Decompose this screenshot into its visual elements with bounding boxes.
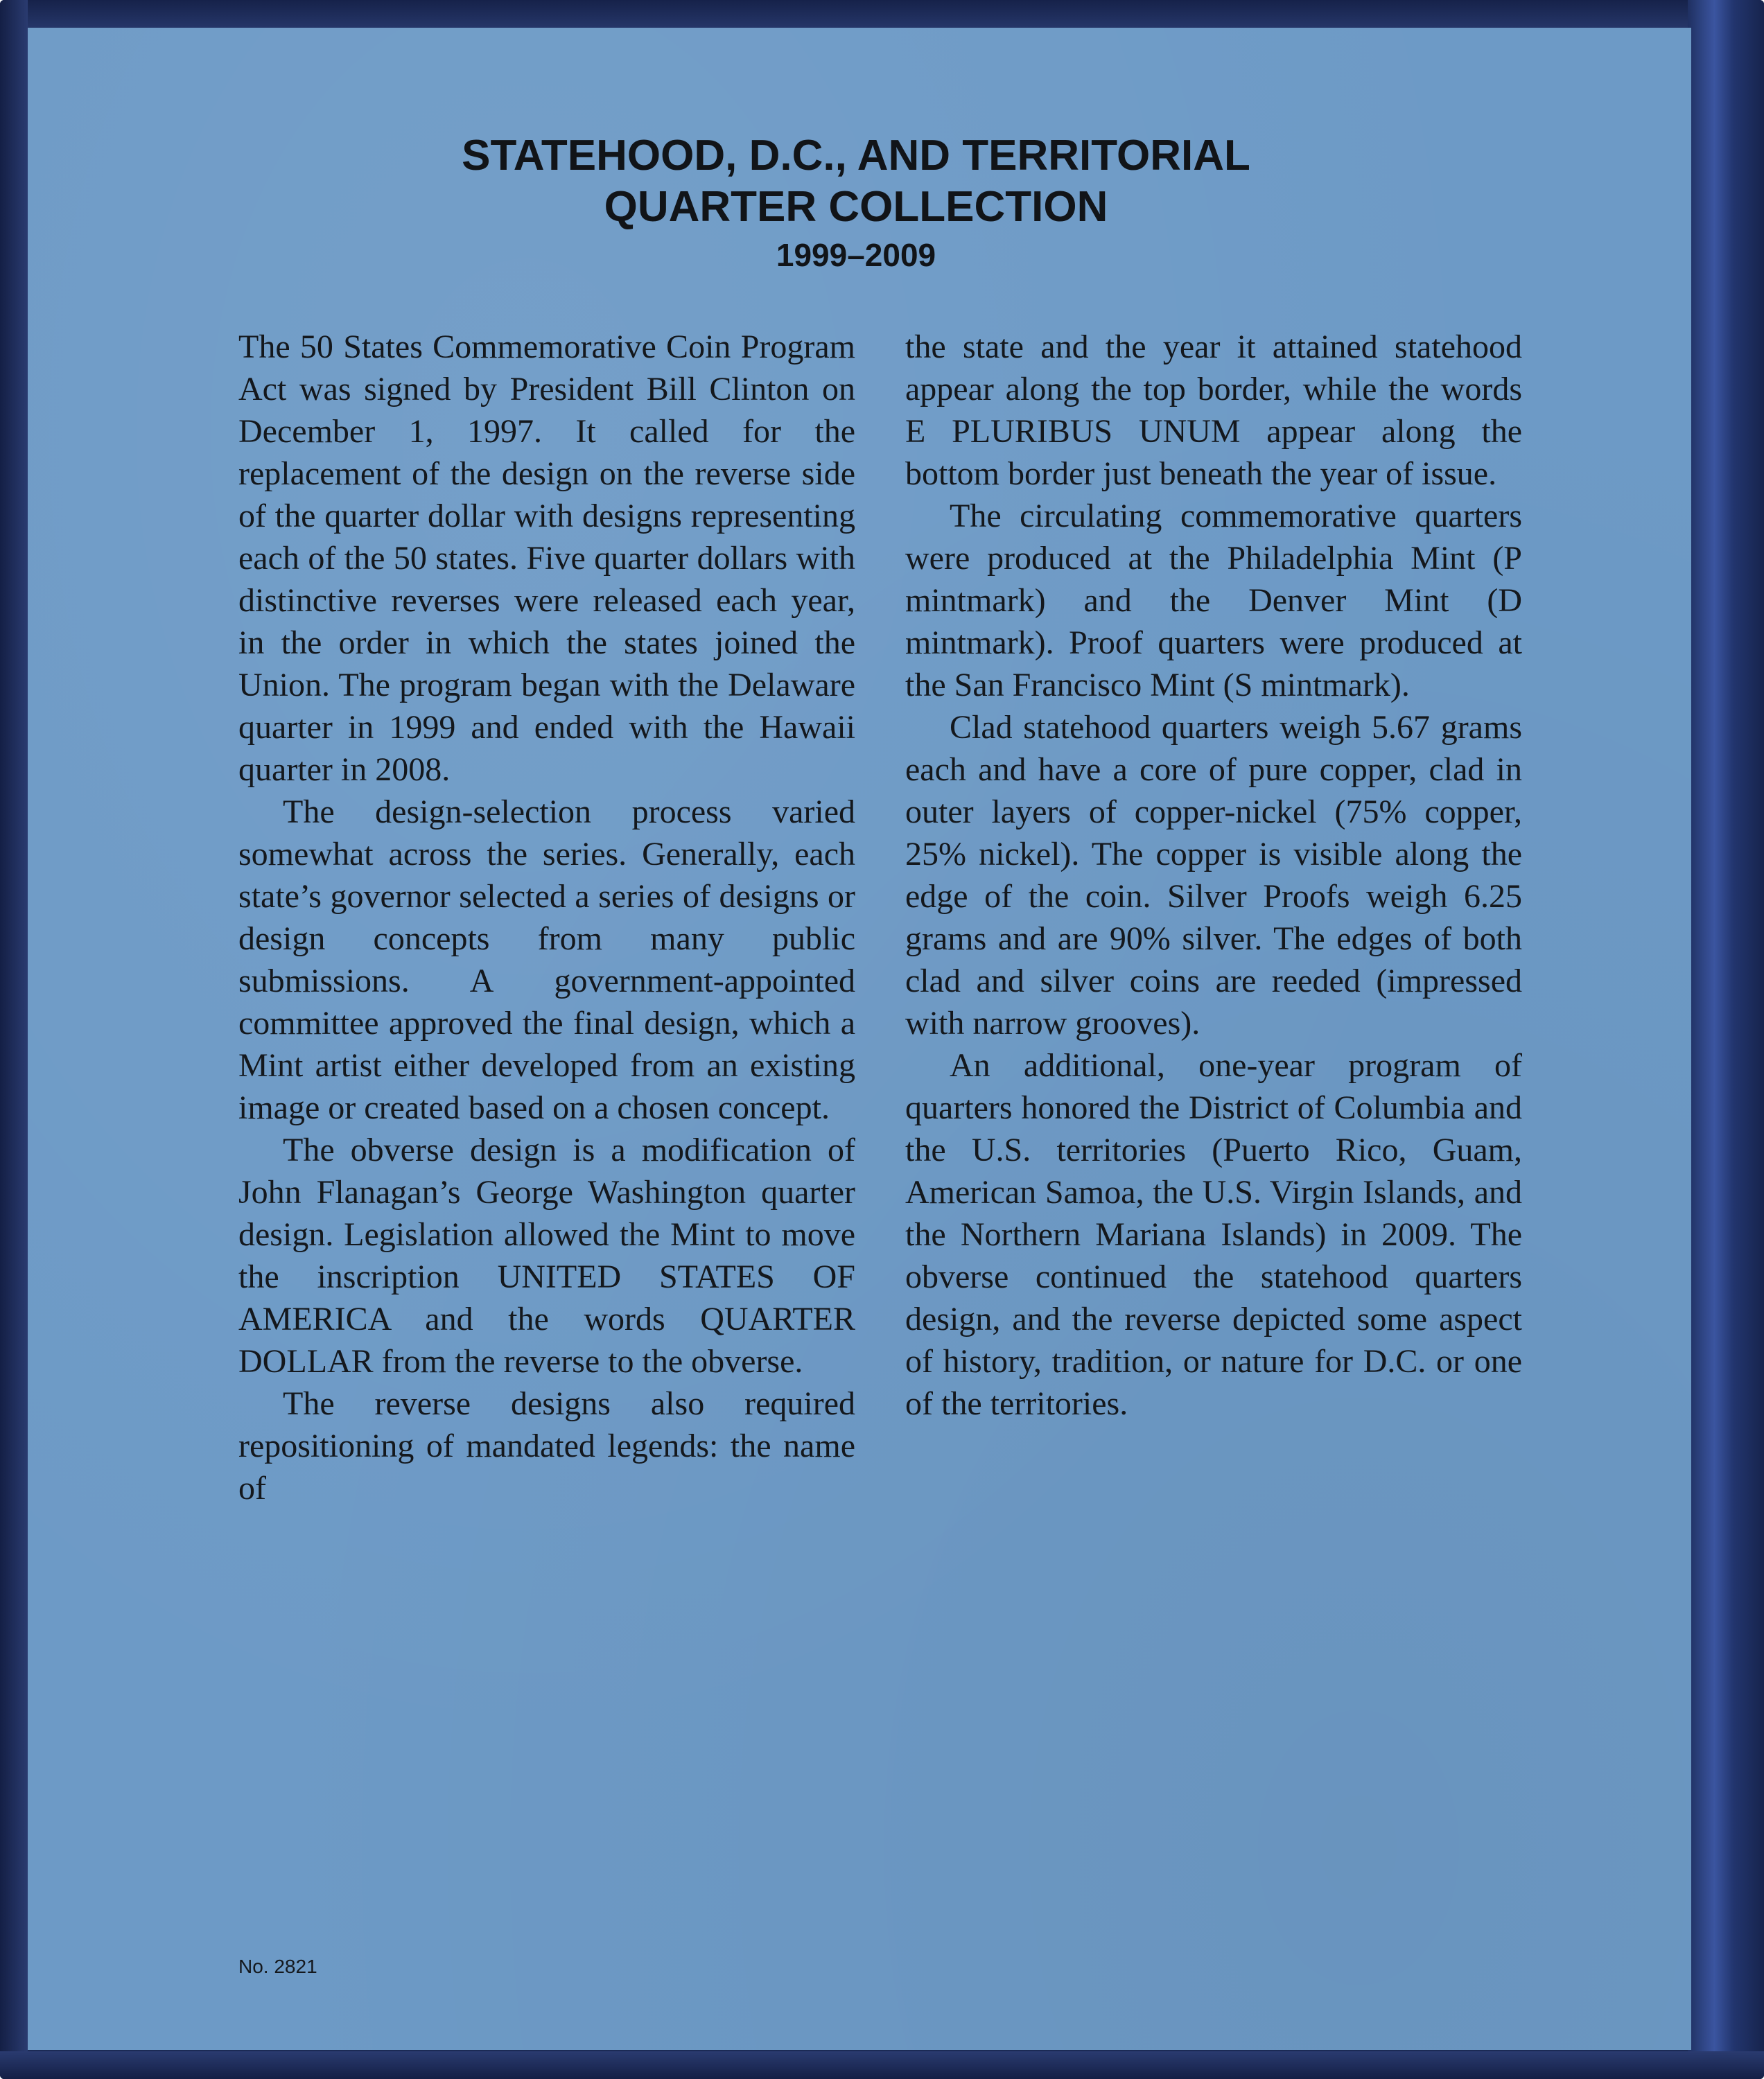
paragraph-reverse-start: The reverse designs also required repositioning of mandated legends: the name of: [238, 1385, 855, 1507]
binding-edge-top: [0, 0, 1764, 29]
paragraph-mints: The circulating commemorative quarters were produced at the Philadelphia Mint (P mintmark) and the Denver Mint (D mintmark). Proof quarters were produced at the San Francisco Mint (S mintmark).: [905, 498, 1522, 703]
title-line-1: STATEHOOD, D.C., AND TERRITORIAL: [462, 132, 1250, 179]
title-line-2: QUARTER COLLECTION: [604, 183, 1108, 231]
right-text-column: [905, 326, 1522, 1425]
paragraph-territories: An additional, one-year program of quarters honored the District of Columbia and the U.S. territories (Puerto Rico, Guam, American Samoa, the U.S. Virgin Islands, and the Northern Mariana Islands) in 2009. The obverse continued the statehood quarters design, and the reverse depicted some aspect of history, tradition, or nature for D.C. or one of the territories.: [905, 1047, 1522, 1422]
paragraph-obverse: The obverse design is a modification of John Flanagan’s George Washington quarter design. Legislation allowed the Mint to move the inscription UNITED STATES OF AMERICA and the words QUARTER DOLLAR from the reverse to the obverse.: [238, 1132, 855, 1380]
binding-spine-right: [1688, 0, 1764, 2079]
years-subtitle: 1999–2009: [776, 237, 936, 273]
paragraph-reverse-continued: the state and the year it attained statehood appear along the top border, while the words E PLURIBUS UNUM appear along the bottom border just beneath the year of issue.: [905, 328, 1522, 492]
title-block: [0, 130, 1712, 276]
left-text-column: [238, 326, 855, 1509]
catalog-number: No. 2821: [238, 1956, 317, 1977]
binding-edge-left: [0, 0, 28, 2079]
paragraph-composition: Clad statehood quarters weigh 5.67 grams each and have a core of pure copper, clad in outer layers of copper-nickel (75% copper, 25% nickel). The copper is visible along the edge of the coin. Silver Proofs weigh 6.25 grams and are 90% silver. The edges of both clad and silver coins are reeded (impressed with narrow grooves).: [905, 709, 1522, 1042]
paragraph-intro: The 50 States Commemorative Coin Program Act was signed by President Bill Clinton on December 1, 1997. It called for the replacement of the design on the reverse side of the quarter dollar with designs representing each of the 50 states. Five quarter dollars with distinctive reverses were released each year, in the order in which the states joined the Union. The program began with the Delaware quarter in 1999 and ended with the Hawaii quarter in 2008.: [238, 328, 855, 788]
binding-edge-bottom: [0, 2051, 1764, 2079]
paragraph-design-selection: The design-selection process varied somewhat across the series. Generally, each state’s governor selected a series of designs or design concepts from many public submissions. A government-appointed committee approved the final design, which a Mint artist either developed from an existing image or created based on a chosen concept.: [238, 793, 855, 1126]
